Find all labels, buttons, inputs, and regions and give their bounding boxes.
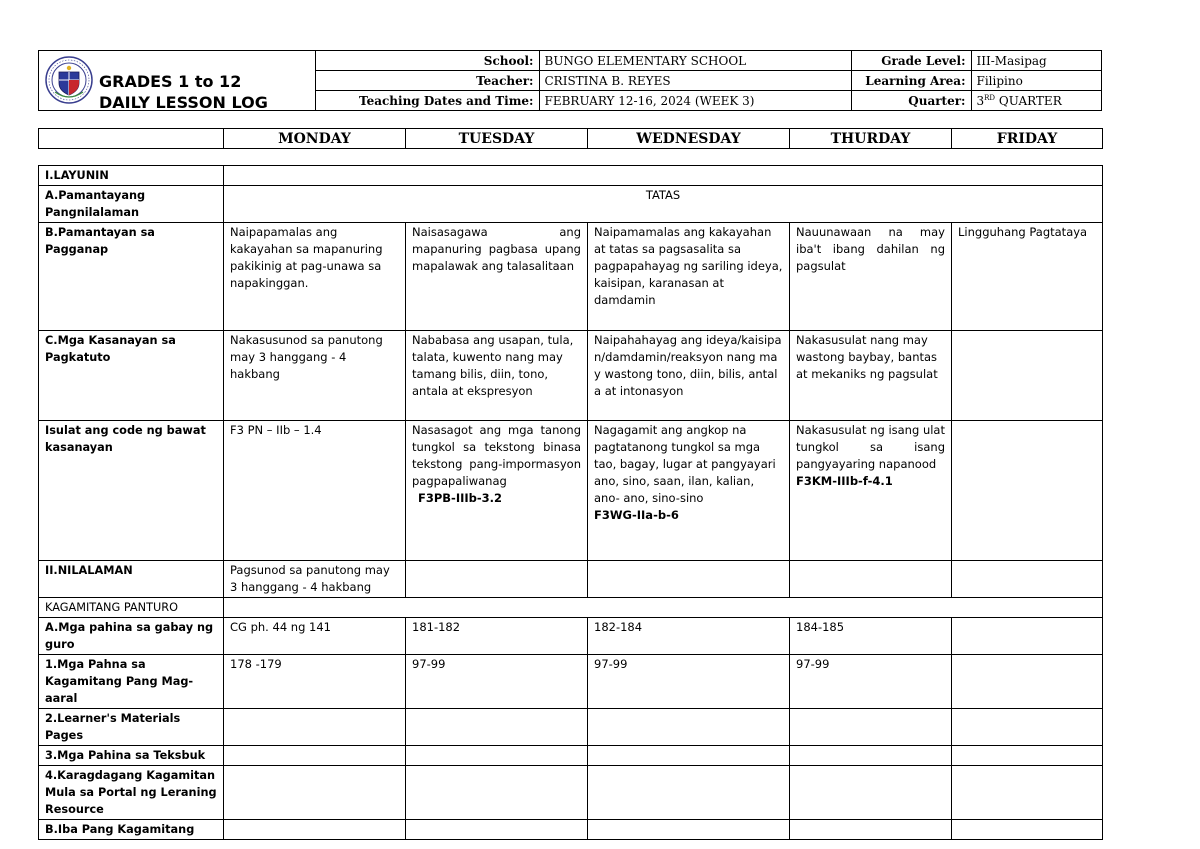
teacher-value: CRISTINA B. REYES [539,71,851,91]
magaaral-tuesday: 97-99 [406,655,588,709]
quarter-label: Quarter: [851,91,971,111]
learners-thursday [790,709,952,746]
kasanayan-tuesday: Nababasa ang usapan, tula, talata, kuwento nang may tamang bilis, diin, tono, antala at ekspresyon [406,331,588,421]
kasanayan-wednesday: Naipahahayag ang ideya/kaisipan/damdamin/reaksyon nang may wastong tono, diin, bilis, antala at intonasyon [588,331,790,421]
code-thursday-code: F3KM-IIIb-f-4.1 [796,474,893,488]
teksbuk-tuesday [406,746,588,766]
learning-area-value: Filipino [971,71,1101,91]
row-label-magaaral: 1.Mga Pahna sa Kagamitang Pang Mag-aaral [39,655,224,709]
day-wednesday: WEDNESDAY [588,129,790,149]
header-info-grid [315,51,1101,110]
learners-tuesday [406,709,588,746]
school-value: BUNGO ELEMENTARY SCHOOL [539,51,851,71]
learners-monday [224,709,406,746]
teksbuk-thursday [790,746,952,766]
code-thursday [790,421,952,561]
kasanayan-friday [952,331,1103,421]
table-row [39,331,1103,421]
learners-wednesday [588,709,790,746]
magaaral-thursday: 97-99 [790,655,952,709]
nilalaman-wednesday [588,561,790,598]
gabay-thursday: 184-185 [790,618,952,655]
table-row [39,561,1103,598]
row-label-kasanayan: C.Mga Kasanayan sa Pagkatuto [39,331,224,421]
teksbuk-monday [224,746,406,766]
table-row [39,166,1103,186]
header-block [38,50,1102,111]
table-row [39,766,1103,820]
grade-level-value: III-Masipag [971,51,1101,71]
table-row [39,223,1103,331]
teksbuk-friday [952,746,1103,766]
iba-friday [952,820,1103,840]
quarter-suffix: RD [984,93,996,102]
day-friday: FRIDAY [952,129,1103,149]
learners-friday [952,709,1103,746]
pagganap-monday: Naipapamalas ang kakayahan sa mapanuring pakikinig at pag-unawa sa napakinggan. [224,223,406,331]
code-wednesday-text: Nagagamit ang angkop na pagtatanong tungkol sa mga tao, bagay, lugar at pangyayari ano, sino, saan, ilan, kalian, ano- ano, sino-sino [594,423,776,505]
row-label-teksbuk: 3.Mga Pahina sa Teksbuk [39,746,224,766]
iba-monday [224,820,406,840]
table-row [39,655,1103,709]
portal-tuesday [406,766,588,820]
row-label-portal: 4.Karagdagang Kagamitan Mula sa Portal ng Leraning Resource [39,766,224,820]
code-monday: F3 PN – IIb – 1.4 [224,421,406,561]
pagganap-wednesday: Naipamamalas ang kakayahan at tatas sa pagsasalita sa pagpapahayag ng sariling ideya, kaisipan, karanasan at damdamin [588,223,790,331]
header-title-area [39,51,316,110]
row-label-layunin: I.LAYUNIN [39,166,224,186]
table-row [39,709,1103,746]
iba-thursday [790,820,952,840]
portal-friday [952,766,1103,820]
iba-tuesday [406,820,588,840]
kasanayan-thursday: Nakasusulat nang may wastong baybay, bantas at mekaniks ng pagsulat [790,331,952,421]
portal-wednesday [588,766,790,820]
learning-area-label: Learning Area: [851,71,971,91]
portal-thursday [790,766,952,820]
code-wednesday-code: F3WG-IIa-b-6 [594,508,679,522]
table-row [39,598,1103,618]
code-friday [952,421,1103,561]
iba-wednesday [588,820,790,840]
deped-seal-icon [45,56,93,104]
pagganap-tuesday: Naisasagawa ang mapanuring pagbasa upang mapalawak ang talasalitaan [406,223,588,331]
row-label-kagamitan: KAGAMITANG PANTURO [39,598,224,618]
code-tuesday-code: F3PB-IIIb-3.2 [418,491,503,505]
pagganap-friday: Lingguhang Pagtataya [952,223,1103,331]
layunin-blank [224,166,1103,186]
row-label-iba: B.Iba Pang Kagamitang [39,820,224,840]
table-row [39,618,1103,655]
quarter-word: QUARTER [998,93,1062,108]
kagamitan-blank [224,598,1103,618]
row-label-gabay: A.Mga pahina sa gabay ng guro [39,618,224,655]
code-tuesday-text: Nasasagot ang mga tanong tungkol sa tekstong binasa tekstong pang-impormasyon pagpapaliwanag [412,423,581,488]
day-header-row [38,128,1103,149]
teaching-dates-label: Teaching Dates and Time: [315,91,539,111]
school-label: School: [315,51,539,71]
gabay-tuesday: 181-182 [406,618,588,655]
teaching-dates-value: FEBRUARY 12-16, 2024 (WEEK 3) [539,91,851,111]
quarter-number: 3 [976,93,985,108]
quarter-value [971,91,1101,111]
gabay-friday [952,618,1103,655]
kasanayan-monday: Nakasusunod sa panutong may 3 hanggang - 4 hakbang [224,331,406,421]
magaaral-monday: 178 -179 [224,655,406,709]
table-row [39,746,1103,766]
row-label-pagganap: B.Pamantayan sa Pagganap [39,223,224,331]
row-label-nilalaman: II.NILALAMAN [39,561,224,598]
portal-monday [224,766,406,820]
nilalaman-friday [952,561,1103,598]
table-row [39,820,1103,840]
day-thursday: THURDAY [790,129,952,149]
row-label-code: Isulat ang code ng bawat kasanayan [39,421,224,561]
nilalaman-tuesday [406,561,588,598]
grade-level-label: Grade Level: [851,51,971,71]
table-row [39,421,1103,561]
pamantayang-value: TATAS [224,186,1103,223]
magaaral-wednesday: 97-99 [588,655,790,709]
day-tuesday: TUESDAY [406,129,588,149]
nilalaman-monday: Pagsunod sa panutong may 3 hanggang - 4 hakbang [224,561,406,598]
code-wednesday [588,421,790,561]
title-line-1: GRADES 1 to 12 [99,72,242,91]
teacher-label: Teacher: [315,71,539,91]
gabay-wednesday: 182-184 [588,618,790,655]
code-tuesday [406,421,588,561]
nilalaman-thursday [790,561,952,598]
teksbuk-wednesday [588,746,790,766]
pagganap-thursday: Nauunawaan na may iba't ibang dahilan ng pagsulat [790,223,952,331]
magaaral-friday [952,655,1103,709]
table-row [39,186,1103,223]
gabay-monday: CG ph. 44 ng 141 [224,618,406,655]
day-header-blank [39,129,224,149]
document-title [99,71,268,113]
day-monday: MONDAY [224,129,406,149]
row-label-pamantayang-pangnilalaman: A.Pamantayang Pangnilalaman [39,186,224,223]
row-label-learners: 2.Learner's Materials Pages [39,709,224,746]
lesson-table [38,165,1103,840]
title-line-2: DAILY LESSON LOG [99,93,268,112]
code-thursday-text: Nakasusulat ng isang ulat tungkol sa isang pangyayaring napanood [796,423,945,471]
